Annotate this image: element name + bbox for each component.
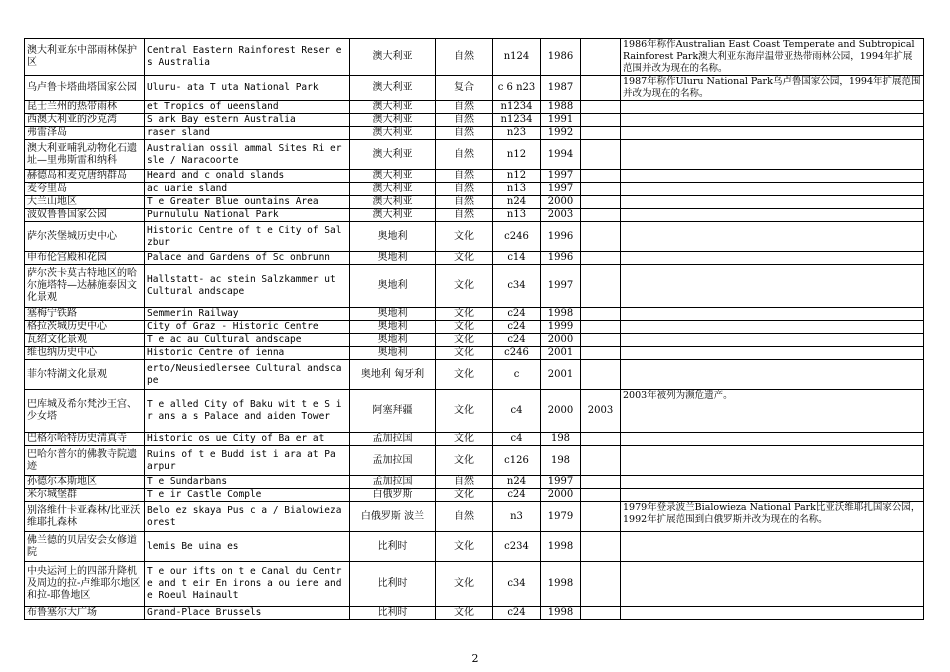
- heritage-type: 自然: [436, 196, 493, 209]
- site-name-zh: 中央运河上的四部升降机及周边的拉-卢维耶尔地区和拉-耶鲁地区: [25, 562, 145, 607]
- site-name-zh: 米尔城堡群: [25, 489, 145, 502]
- site-name-zh: 乌卢鲁卡塔曲塔国家公园: [25, 76, 145, 101]
- heritage-type: 自然: [436, 101, 493, 114]
- criteria: c246: [493, 222, 541, 252]
- site-name-en: T e ir Castle Comple: [145, 489, 350, 502]
- criteria: c24: [493, 308, 541, 321]
- site-name-en: T e alled City of Baku wit t e S ir ans a s Palace and aiden Tower: [145, 390, 350, 433]
- danger-year: [581, 252, 621, 265]
- note: 2003年被列为濒危遗产。: [621, 390, 924, 433]
- inscription-year: 1997: [541, 265, 581, 308]
- country: 奥地利 匈牙利: [350, 360, 436, 390]
- site-name-zh: 昆士兰州的热带雨林: [25, 101, 145, 114]
- note: [621, 170, 924, 183]
- inscription-year: 1997: [541, 476, 581, 489]
- danger-year: [581, 209, 621, 222]
- site-name-en: Palace and Gardens of Sc onbrunn: [145, 252, 350, 265]
- page-number: 2: [471, 652, 479, 665]
- country: 澳大利亚: [350, 170, 436, 183]
- danger-year: [581, 76, 621, 101]
- site-name-en: T e ac au Cultural andscape: [145, 334, 350, 347]
- danger-year: [581, 347, 621, 360]
- heritage-type: 文化: [436, 360, 493, 390]
- note: [621, 360, 924, 390]
- criteria: c14: [493, 252, 541, 265]
- inscription-year: 1991: [541, 114, 581, 127]
- danger-year: [581, 222, 621, 252]
- country: 比利时: [350, 562, 436, 607]
- criteria: c4: [493, 433, 541, 446]
- criteria: c34: [493, 562, 541, 607]
- inscription-year: 1992: [541, 127, 581, 140]
- note: 1979年登录波兰Bialowieza National Park比亚沃维耶扎国家公园，1992年扩展范围到白俄罗斯并改为现在的名称。: [621, 502, 924, 532]
- inscription-year: 1994: [541, 140, 581, 170]
- heritage-type: 自然: [436, 39, 493, 76]
- inscription-year: 198: [541, 446, 581, 476]
- heritage-type: 文化: [436, 321, 493, 334]
- danger-year: [581, 502, 621, 532]
- inscription-year: 2001: [541, 347, 581, 360]
- country: 奥地利: [350, 347, 436, 360]
- table-row: [25, 390, 924, 433]
- inscription-year: 1999: [541, 321, 581, 334]
- heritage-type: 文化: [436, 390, 493, 433]
- site-name-zh: 西澳大利亚的沙克湾: [25, 114, 145, 127]
- danger-year: [581, 196, 621, 209]
- criteria: n3: [493, 502, 541, 532]
- note: [621, 334, 924, 347]
- criteria: n13: [493, 209, 541, 222]
- note: [621, 209, 924, 222]
- table-row: [25, 334, 924, 347]
- site-name-en: T e our ifts on t e Canal du Centre and t eir En irons a ou iere and e Roeul Hainault: [145, 562, 350, 607]
- note: [621, 532, 924, 562]
- table-row: [25, 222, 924, 252]
- inscription-year: 1988: [541, 101, 581, 114]
- criteria: n124: [493, 39, 541, 76]
- site-name-en: T e Sundarbans: [145, 476, 350, 489]
- country: 奥地利: [350, 222, 436, 252]
- danger-year: [581, 170, 621, 183]
- country: 澳大利亚: [350, 196, 436, 209]
- danger-year: [581, 183, 621, 196]
- site-name-en: Purnululu National Park: [145, 209, 350, 222]
- table-row: [25, 183, 924, 196]
- heritage-table-body: [25, 39, 924, 620]
- site-name-zh: 澳大利亚东中部雨林保护区: [25, 39, 145, 76]
- site-name-zh: 波奴鲁鲁国家公园: [25, 209, 145, 222]
- heritage-type: 文化: [436, 532, 493, 562]
- site-name-en: S ark Bay estern Australia: [145, 114, 350, 127]
- criteria: n12: [493, 140, 541, 170]
- country: 澳大利亚: [350, 76, 436, 101]
- table-row: [25, 140, 924, 170]
- heritage-type: 文化: [436, 252, 493, 265]
- heritage-type: 自然: [436, 476, 493, 489]
- site-name-en: raser sland: [145, 127, 350, 140]
- danger-year: [581, 265, 621, 308]
- inscription-year: 1998: [541, 308, 581, 321]
- heritage-type: 自然: [436, 209, 493, 222]
- inscription-year: 2003: [541, 209, 581, 222]
- heritage-type: 文化: [436, 607, 493, 620]
- criteria: n24: [493, 476, 541, 489]
- note: [621, 114, 924, 127]
- note: [621, 489, 924, 502]
- site-name-zh: 瓦绍文化景观: [25, 334, 145, 347]
- inscription-year: 1997: [541, 170, 581, 183]
- criteria: n1234: [493, 101, 541, 114]
- table-row: [25, 433, 924, 446]
- inscription-year: 1997: [541, 183, 581, 196]
- inscription-year: 2000: [541, 390, 581, 433]
- danger-year: [581, 607, 621, 620]
- site-name-zh: 弗雷泽岛: [25, 127, 145, 140]
- criteria: n13: [493, 183, 541, 196]
- table-row: [25, 360, 924, 390]
- heritage-type: 文化: [436, 334, 493, 347]
- country: 孟加拉国: [350, 433, 436, 446]
- inscription-year: 1996: [541, 252, 581, 265]
- site-name-en: Central Eastern Rainforest Reser es Australia: [145, 39, 350, 76]
- table-row: [25, 39, 924, 76]
- note: [621, 433, 924, 446]
- site-name-zh: 巴格尔哈特历史清真寺: [25, 433, 145, 446]
- heritage-type: 文化: [436, 562, 493, 607]
- site-name-zh: 塞梅宁铁路: [25, 308, 145, 321]
- danger-year: [581, 321, 621, 334]
- site-name-zh: 布鲁塞尔大广场: [25, 607, 145, 620]
- site-name-zh: 维也纳历史中心: [25, 347, 145, 360]
- danger-year: [581, 489, 621, 502]
- note: [621, 183, 924, 196]
- inscription-year: 1986: [541, 39, 581, 76]
- site-name-zh: 麦夸里岛: [25, 183, 145, 196]
- heritage-type: 自然: [436, 170, 493, 183]
- danger-year: [581, 101, 621, 114]
- table-row: [25, 76, 924, 101]
- heritage-type: 文化: [436, 265, 493, 308]
- table-row: [25, 321, 924, 334]
- criteria: c24: [493, 607, 541, 620]
- criteria: n24: [493, 196, 541, 209]
- heritage-type: 自然: [436, 127, 493, 140]
- site-name-zh: 巴哈尔普尔的佛教寺院遗迹: [25, 446, 145, 476]
- site-name-zh: 萨尔茨卡莫古特地区的哈尔施塔特—达赫施泰因文化景观: [25, 265, 145, 308]
- heritage-type: 文化: [436, 347, 493, 360]
- danger-year: [581, 360, 621, 390]
- site-name-zh: 佛兰德的贝居安会女修道院: [25, 532, 145, 562]
- danger-year: [581, 334, 621, 347]
- country: 澳大利亚: [350, 140, 436, 170]
- site-name-en: Semmerin Railway: [145, 308, 350, 321]
- site-name-zh: 别洛维什卡亚森林/比亚沃维耶扎森林: [25, 502, 145, 532]
- inscription-year: 1979: [541, 502, 581, 532]
- inscription-year: 2001: [541, 360, 581, 390]
- site-name-en: et Tropics of ueensland: [145, 101, 350, 114]
- table-row: [25, 196, 924, 209]
- heritage-type: 自然: [436, 114, 493, 127]
- site-name-en: Historic Centre of ienna: [145, 347, 350, 360]
- site-name-en: Historic os ue City of Ba er at: [145, 433, 350, 446]
- heritage-type: 文化: [436, 489, 493, 502]
- heritage-table: [24, 38, 924, 620]
- criteria: c234: [493, 532, 541, 562]
- criteria: c 6 n23: [493, 76, 541, 101]
- site-name-en: Belo ez skaya Pus c a / Bialowieza orest: [145, 502, 350, 532]
- inscription-year: 1987: [541, 76, 581, 101]
- country: 白俄罗斯: [350, 489, 436, 502]
- danger-year: [581, 433, 621, 446]
- site-name-zh: 赫德岛和麦克唐纳群岛: [25, 170, 145, 183]
- note: [621, 222, 924, 252]
- country: 比利时: [350, 607, 436, 620]
- country: 奥地利: [350, 252, 436, 265]
- site-name-en: Hallstatt- ac stein Salzkammer ut Cultural andscape: [145, 265, 350, 308]
- country: 孟加拉国: [350, 446, 436, 476]
- table-row: [25, 170, 924, 183]
- note: 1987年称作Uluru National Park乌卢鲁国家公园，1994年扩展范围并改为现在的名称。: [621, 76, 924, 101]
- note: [621, 308, 924, 321]
- country: 澳大利亚: [350, 114, 436, 127]
- site-name-en: Grand-Place Brussels: [145, 607, 350, 620]
- inscription-year: 198: [541, 433, 581, 446]
- country: 奥地利: [350, 308, 436, 321]
- danger-year: 2003: [581, 390, 621, 433]
- heritage-type: 复合: [436, 76, 493, 101]
- criteria: c24: [493, 321, 541, 334]
- heritage-type: 文化: [436, 433, 493, 446]
- country: 澳大利亚: [350, 39, 436, 76]
- table-row: [25, 562, 924, 607]
- table-row: [25, 127, 924, 140]
- country: 澳大利亚: [350, 209, 436, 222]
- danger-year: [581, 39, 621, 76]
- note: [621, 140, 924, 170]
- country: 孟加拉国: [350, 476, 436, 489]
- table-row: [25, 114, 924, 127]
- country: 澳大利亚: [350, 183, 436, 196]
- heritage-type: 文化: [436, 446, 493, 476]
- table-row: [25, 308, 924, 321]
- site-name-zh: 孙德尔本斯地区: [25, 476, 145, 489]
- note: [621, 252, 924, 265]
- note: [621, 127, 924, 140]
- site-name-en: Historic Centre of t e City of Salzbur: [145, 222, 350, 252]
- danger-year: [581, 127, 621, 140]
- criteria: c: [493, 360, 541, 390]
- inscription-year: 2000: [541, 196, 581, 209]
- site-name-zh: 格拉茨城历史中心: [25, 321, 145, 334]
- criteria: n23: [493, 127, 541, 140]
- heritage-type: 自然: [436, 183, 493, 196]
- country: 白俄罗斯 波兰: [350, 502, 436, 532]
- table-row: [25, 265, 924, 308]
- inscription-year: 2000: [541, 334, 581, 347]
- country: 阿塞拜疆: [350, 390, 436, 433]
- table-row: [25, 532, 924, 562]
- site-name-en: Heard and c onald slands: [145, 170, 350, 183]
- heritage-type: 文化: [436, 308, 493, 321]
- criteria: c4: [493, 390, 541, 433]
- note: [621, 476, 924, 489]
- note: 1986年称作Australian East Coast Temperate and Subtropical Rainforest Park澳大利亚东海岸温带亚热带雨林公园，1994年扩展范围并改为现在的名称。: [621, 39, 924, 76]
- table-row: [25, 347, 924, 360]
- inscription-year: 1998: [541, 607, 581, 620]
- country: 澳大利亚: [350, 127, 436, 140]
- inscription-year: 2000: [541, 489, 581, 502]
- note: [621, 607, 924, 620]
- country: 澳大利亚: [350, 101, 436, 114]
- heritage-type: 文化: [436, 222, 493, 252]
- country: 奥地利: [350, 334, 436, 347]
- danger-year: [581, 446, 621, 476]
- inscription-year: 1996: [541, 222, 581, 252]
- note: [621, 562, 924, 607]
- site-name-zh: 萨尔茨堡城历史中心: [25, 222, 145, 252]
- note: [621, 446, 924, 476]
- note: [621, 347, 924, 360]
- site-name-zh: 菲尔特湖文化景观: [25, 360, 145, 390]
- site-name-en: Australian ossil ammal Sites Ri ersle / Naracoorte: [145, 140, 350, 170]
- danger-year: [581, 476, 621, 489]
- table-row: [25, 252, 924, 265]
- heritage-type: 自然: [436, 140, 493, 170]
- site-name-zh: 澳大利亚哺乳动物化石遗址—里弗斯雷和纳科: [25, 140, 145, 170]
- site-name-en: Ruins of t e Budd ist i ara at Pa arpur: [145, 446, 350, 476]
- table-row: [25, 489, 924, 502]
- inscription-year: 1998: [541, 532, 581, 562]
- danger-year: [581, 308, 621, 321]
- note: [621, 321, 924, 334]
- site-name-en: ac uarie sland: [145, 183, 350, 196]
- site-name-zh: 巴库城及希尔梵沙王宫、少女塔: [25, 390, 145, 433]
- note: [621, 101, 924, 114]
- site-name-en: lemis Be uina es: [145, 532, 350, 562]
- criteria: c126: [493, 446, 541, 476]
- inscription-year: 1998: [541, 562, 581, 607]
- country: 奥地利: [350, 265, 436, 308]
- danger-year: [581, 114, 621, 127]
- note: [621, 196, 924, 209]
- criteria: c24: [493, 489, 541, 502]
- site-name-en: erto/Neusiedlersee Cultural andscape: [145, 360, 350, 390]
- danger-year: [581, 532, 621, 562]
- site-name-en: City of Graz - Historic Centre: [145, 321, 350, 334]
- table-row: [25, 209, 924, 222]
- note: [621, 265, 924, 308]
- table-row: [25, 101, 924, 114]
- criteria: n1234: [493, 114, 541, 127]
- danger-year: [581, 140, 621, 170]
- table-row: [25, 502, 924, 532]
- country: 比利时: [350, 532, 436, 562]
- site-name-en: Uluru- ata T uta National Park: [145, 76, 350, 101]
- table-row: [25, 476, 924, 489]
- table-row: [25, 607, 924, 620]
- site-name-zh: 申布伦宫殿和花园: [25, 252, 145, 265]
- table-row: [25, 446, 924, 476]
- criteria: c24: [493, 334, 541, 347]
- site-name-zh: 大兰山地区: [25, 196, 145, 209]
- criteria: c246: [493, 347, 541, 360]
- country: 奥地利: [350, 321, 436, 334]
- site-name-en: T e Greater Blue ountains Area: [145, 196, 350, 209]
- heritage-type: 自然: [436, 502, 493, 532]
- criteria: n12: [493, 170, 541, 183]
- danger-year: [581, 562, 621, 607]
- criteria: c34: [493, 265, 541, 308]
